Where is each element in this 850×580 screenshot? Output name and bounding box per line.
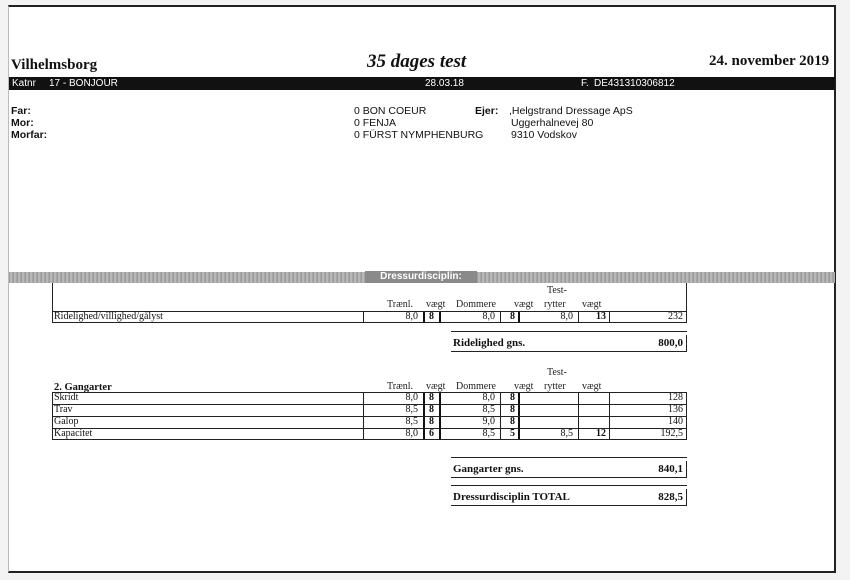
row-total: 140 (668, 416, 683, 427)
traen-value: 8,5 (405, 404, 418, 415)
birth-date: 28.03.18 (425, 78, 464, 89)
katnr-value: 17 - BONJOUR (49, 78, 118, 89)
dommere-value: 9,0 (482, 416, 495, 427)
gangarter-avg-label: Gangarter gns. (453, 463, 524, 475)
total-label: Dressurdisciplin TOTAL (453, 491, 570, 503)
summary-rule (451, 505, 687, 506)
dommere-weight: 8 (510, 404, 515, 415)
report-date: 24. november 2019 (709, 53, 830, 69)
dommere-weight: 8 (510, 392, 515, 403)
ridelighed-avg-value: 800,0 (658, 337, 683, 349)
owner-label: Ejer: (475, 105, 499, 117)
col-header-test: Test- (547, 285, 567, 296)
dommere-value: 8,0 (482, 311, 495, 322)
dommere-weight: 5 (510, 428, 515, 439)
traen-weight: 8 (429, 392, 434, 403)
col-header-vaegt: vægt (426, 299, 446, 310)
testrytter-value: 8,5 (560, 428, 573, 439)
f-number: DE431310306812 (594, 78, 675, 89)
horse-id-bar (9, 77, 835, 90)
section-bar (9, 272, 835, 283)
traen-weight: 8 (429, 404, 434, 415)
summary-rule (686, 489, 687, 506)
testrytter-weight: 13 (596, 311, 606, 322)
f-label: F. (581, 78, 589, 89)
col-header-vaegt: vægt (582, 299, 602, 310)
owner-street: Uggerhalnevej 80 (511, 117, 594, 129)
test-report-page (8, 5, 836, 573)
traen-value: 8,0 (405, 311, 418, 322)
table-row: Kapacitet (54, 428, 93, 439)
col-header-vaegt: vægt (582, 381, 602, 392)
dommere-weight: 8 (510, 416, 515, 427)
col-header-vaegt: vægt (514, 299, 534, 310)
col-header-test: Test- (547, 367, 567, 378)
table-row: Trav (54, 404, 73, 415)
far-label: Far: (11, 105, 31, 117)
far-value: 0 BON COEUR (354, 105, 427, 117)
traen-weight: 6 (429, 428, 434, 439)
traen-weight: 8 (429, 416, 434, 427)
dommere-value: 8,0 (482, 392, 495, 403)
row-total: 128 (668, 392, 683, 403)
row-total: 192,5 (660, 428, 683, 439)
summary-rule (451, 331, 687, 332)
gangarter-heading: 2. Gangarter (54, 382, 112, 393)
dommere-weight: 8 (510, 311, 515, 322)
mor-value: 0 FENJA (354, 117, 397, 129)
col-header-traen: Trænl. (387, 381, 414, 392)
gangarter-avg-value: 840,1 (658, 463, 683, 475)
col-header-rytter: rytter (544, 381, 566, 392)
traen-value: 8,0 (405, 392, 418, 403)
traen-value: 8,0 (405, 428, 418, 439)
summary-rule (451, 477, 687, 478)
col-header-dommere: Dommere (456, 299, 496, 310)
summary-rule (451, 351, 687, 352)
row-total: 136 (668, 404, 683, 415)
table-row: Galop (54, 416, 79, 427)
col-header-vaegt: vægt (514, 381, 534, 392)
summary-rule (451, 457, 687, 458)
summary-rule (451, 485, 687, 486)
venue-name: Vilhelmsborg (11, 57, 98, 73)
traen-weight: 8 (429, 311, 434, 322)
dommere-value: 8,5 (482, 404, 495, 415)
total-value: 828,5 (658, 491, 683, 503)
ridelighed-avg-label: Ridelighed gns. (453, 337, 526, 349)
report-title: 35 dages test (367, 51, 467, 72)
katnr-label: Katnr (12, 78, 36, 89)
row-total: 232 (668, 311, 683, 322)
dommere-value: 8,5 (482, 428, 495, 439)
summary-rule (686, 335, 687, 352)
owner-name: ,Helgstrand Dressage ApS (509, 105, 633, 117)
section-title: Dressurdisciplin: (365, 271, 477, 283)
mor-label: Mor: (11, 117, 34, 129)
table-row: Skridt (54, 392, 79, 403)
morfar-value: 0 FÜRST NYMPHENBURG (354, 129, 484, 141)
morfar-label: Morfar: (11, 129, 48, 141)
owner-city: 9310 Vodskov (511, 129, 577, 141)
testrytter-weight: 12 (596, 428, 606, 439)
col-header-dommere: Dommere (456, 381, 496, 392)
traen-value: 8,5 (405, 416, 418, 427)
testrytter-value: 8,0 (560, 311, 573, 322)
summary-rule (686, 461, 687, 478)
col-header-vaegt: vægt (426, 381, 446, 392)
col-header-traen: Trænl. (387, 299, 414, 310)
col-header-rytter: rytter (544, 299, 566, 310)
row-label: Ridelighed/villighed/gålyst (54, 311, 163, 322)
